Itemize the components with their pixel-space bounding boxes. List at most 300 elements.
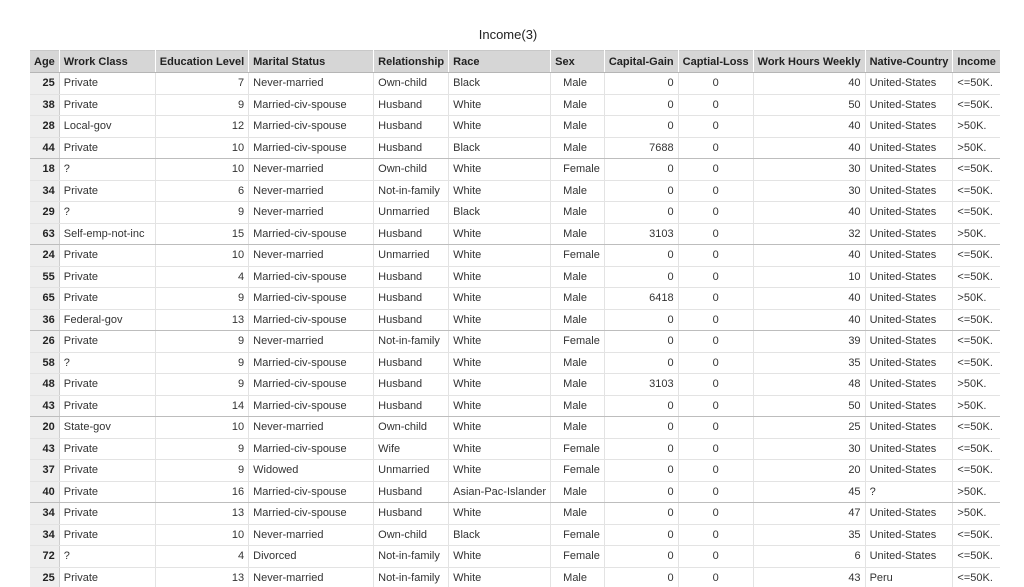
cell-sex[interactable]: Male	[551, 288, 605, 310]
cell-income[interactable]: <=50K.	[953, 331, 1000, 353]
cell-age[interactable]: 26	[30, 331, 59, 353]
cell-education-level[interactable]: 9	[155, 331, 248, 353]
cell-capital-loss[interactable]: 0	[678, 288, 753, 310]
cell-marital-status[interactable]: Married-civ-spouse	[249, 395, 374, 417]
cell-marital-status[interactable]: Never-married	[249, 331, 374, 353]
cell-sex[interactable]: Male	[551, 202, 605, 224]
cell-relationship[interactable]: Not-in-family	[374, 331, 449, 353]
cell-relationship[interactable]: Not-in-family	[374, 546, 449, 568]
cell-income[interactable]: <=50K.	[953, 417, 1000, 439]
cell-work-class[interactable]: Private	[59, 245, 155, 267]
cell-capital-gain[interactable]: 0	[604, 266, 678, 288]
cell-marital-status[interactable]: Married-civ-spouse	[249, 438, 374, 460]
cell-race[interactable]: Asian-Pac-Islander	[449, 481, 551, 503]
cell-work-hours[interactable]: 30	[753, 438, 865, 460]
cell-education-level[interactable]: 9	[155, 374, 248, 396]
cell-work-class[interactable]: Private	[59, 460, 155, 482]
cell-race[interactable]: White	[449, 245, 551, 267]
cell-education-level[interactable]: 9	[155, 438, 248, 460]
cell-sex[interactable]: Male	[551, 73, 605, 95]
cell-capital-loss[interactable]: 0	[678, 159, 753, 181]
cell-education-level[interactable]: 10	[155, 417, 248, 439]
cell-capital-loss[interactable]: 0	[678, 438, 753, 460]
cell-income[interactable]: >50K.	[953, 481, 1000, 503]
table-row[interactable]	[30, 180, 1000, 202]
cell-capital-gain[interactable]: 0	[604, 309, 678, 331]
cell-sex[interactable]: Female	[551, 546, 605, 568]
cell-sex[interactable]: Male	[551, 481, 605, 503]
cell-age[interactable]: 20	[30, 417, 59, 439]
cell-race[interactable]: White	[449, 374, 551, 396]
cell-capital-loss[interactable]: 0	[678, 567, 753, 587]
cell-relationship[interactable]: Husband	[374, 374, 449, 396]
table-row[interactable]	[30, 159, 1000, 181]
cell-capital-gain[interactable]: 0	[604, 352, 678, 374]
cell-capital-gain[interactable]: 0	[604, 202, 678, 224]
cell-relationship[interactable]: Unmarried	[374, 202, 449, 224]
cell-race[interactable]: White	[449, 223, 551, 245]
cell-capital-gain[interactable]: 3103	[604, 223, 678, 245]
cell-native-country[interactable]: United-States	[865, 524, 953, 546]
cell-marital-status[interactable]: Married-civ-spouse	[249, 223, 374, 245]
cell-marital-status[interactable]: Never-married	[249, 73, 374, 95]
cell-capital-gain[interactable]: 0	[604, 524, 678, 546]
cell-capital-gain[interactable]: 6418	[604, 288, 678, 310]
column-header-education-level[interactable]: Education Level	[155, 51, 248, 73]
cell-sex[interactable]: Male	[551, 352, 605, 374]
cell-education-level[interactable]: 15	[155, 223, 248, 245]
cell-income[interactable]: >50K.	[953, 374, 1000, 396]
cell-work-class[interactable]: Private	[59, 288, 155, 310]
cell-capital-loss[interactable]: 0	[678, 180, 753, 202]
cell-education-level[interactable]: 4	[155, 266, 248, 288]
cell-sex[interactable]: Male	[551, 116, 605, 138]
cell-age[interactable]: 37	[30, 460, 59, 482]
cell-capital-loss[interactable]: 0	[678, 546, 753, 568]
cell-work-hours[interactable]: 48	[753, 374, 865, 396]
cell-marital-status[interactable]: Never-married	[249, 567, 374, 587]
cell-relationship[interactable]: Husband	[374, 223, 449, 245]
cell-race[interactable]: Black	[449, 524, 551, 546]
cell-work-hours[interactable]: 30	[753, 159, 865, 181]
cell-native-country[interactable]: United-States	[865, 309, 953, 331]
cell-work-class[interactable]: Private	[59, 438, 155, 460]
cell-race[interactable]: White	[449, 352, 551, 374]
cell-education-level[interactable]: 10	[155, 524, 248, 546]
cell-income[interactable]: <=50K.	[953, 524, 1000, 546]
cell-capital-loss[interactable]: 0	[678, 503, 753, 525]
cell-education-level[interactable]: 9	[155, 202, 248, 224]
cell-work-class[interactable]: Private	[59, 481, 155, 503]
cell-age[interactable]: 18	[30, 159, 59, 181]
cell-race[interactable]: Black	[449, 202, 551, 224]
cell-age[interactable]: 38	[30, 94, 59, 116]
table-row[interactable]	[30, 352, 1000, 374]
cell-relationship[interactable]: Husband	[374, 352, 449, 374]
cell-education-level[interactable]: 10	[155, 245, 248, 267]
cell-age[interactable]: 63	[30, 223, 59, 245]
cell-capital-gain[interactable]: 0	[604, 503, 678, 525]
cell-marital-status[interactable]: Widowed	[249, 460, 374, 482]
cell-age[interactable]: 65	[30, 288, 59, 310]
cell-marital-status[interactable]: Never-married	[249, 202, 374, 224]
cell-income[interactable]: <=50K.	[953, 73, 1000, 95]
cell-work-hours[interactable]: 25	[753, 417, 865, 439]
cell-relationship[interactable]: Wife	[374, 438, 449, 460]
column-header-relationship[interactable]: Relationship	[374, 51, 449, 73]
cell-capital-loss[interactable]: 0	[678, 202, 753, 224]
cell-work-class[interactable]: Private	[59, 374, 155, 396]
cell-income[interactable]: >50K.	[953, 116, 1000, 138]
table-row[interactable]	[30, 73, 1000, 95]
cell-work-hours[interactable]: 43	[753, 567, 865, 587]
cell-work-hours[interactable]: 10	[753, 266, 865, 288]
cell-relationship[interactable]: Own-child	[374, 159, 449, 181]
cell-capital-loss[interactable]: 0	[678, 460, 753, 482]
cell-capital-loss[interactable]: 0	[678, 331, 753, 353]
cell-capital-gain[interactable]: 0	[604, 331, 678, 353]
cell-income[interactable]: <=50K.	[953, 438, 1000, 460]
cell-age[interactable]: 55	[30, 266, 59, 288]
cell-sex[interactable]: Male	[551, 223, 605, 245]
cell-marital-status[interactable]: Married-civ-spouse	[249, 352, 374, 374]
cell-work-hours[interactable]: 47	[753, 503, 865, 525]
cell-relationship[interactable]: Own-child	[374, 73, 449, 95]
cell-race[interactable]: White	[449, 288, 551, 310]
table-row[interactable]	[30, 288, 1000, 310]
table-row[interactable]	[30, 460, 1000, 482]
cell-income[interactable]: <=50K.	[953, 202, 1000, 224]
cell-work-class[interactable]: Private	[59, 331, 155, 353]
cell-work-class[interactable]: Private	[59, 180, 155, 202]
cell-native-country[interactable]: United-States	[865, 116, 953, 138]
cell-capital-gain[interactable]: 0	[604, 245, 678, 267]
cell-income[interactable]: >50K.	[953, 503, 1000, 525]
table-row[interactable]	[30, 331, 1000, 353]
cell-sex[interactable]: Male	[551, 417, 605, 439]
cell-native-country[interactable]: United-States	[865, 223, 953, 245]
cell-work-hours[interactable]: 50	[753, 94, 865, 116]
cell-income[interactable]: <=50K.	[953, 546, 1000, 568]
cell-race[interactable]: White	[449, 438, 551, 460]
cell-capital-loss[interactable]: 0	[678, 395, 753, 417]
table-row[interactable]	[30, 438, 1000, 460]
cell-work-hours[interactable]: 45	[753, 481, 865, 503]
cell-relationship[interactable]: Husband	[374, 481, 449, 503]
cell-work-hours[interactable]: 32	[753, 223, 865, 245]
cell-education-level[interactable]: 13	[155, 503, 248, 525]
cell-capital-loss[interactable]: 0	[678, 417, 753, 439]
cell-native-country[interactable]: United-States	[865, 352, 953, 374]
cell-race[interactable]: White	[449, 395, 551, 417]
cell-race[interactable]: White	[449, 94, 551, 116]
cell-age[interactable]: 28	[30, 116, 59, 138]
cell-capital-gain[interactable]: 0	[604, 94, 678, 116]
table-row[interactable]	[30, 245, 1000, 267]
cell-capital-gain[interactable]: 0	[604, 417, 678, 439]
table-row[interactable]	[30, 567, 1000, 587]
cell-capital-loss[interactable]: 0	[678, 73, 753, 95]
cell-native-country[interactable]: United-States	[865, 159, 953, 181]
cell-income[interactable]: >50K.	[953, 223, 1000, 245]
cell-race[interactable]: White	[449, 180, 551, 202]
cell-race[interactable]: White	[449, 331, 551, 353]
cell-work-hours[interactable]: 40	[753, 73, 865, 95]
table-row[interactable]	[30, 309, 1000, 331]
column-header-marital-status[interactable]: Marital Status	[249, 51, 374, 73]
table-row[interactable]	[30, 223, 1000, 245]
cell-work-class[interactable]: Private	[59, 567, 155, 587]
column-header-work-class[interactable]: Wrork Class	[59, 51, 155, 73]
cell-relationship[interactable]: Husband	[374, 137, 449, 159]
cell-work-hours[interactable]: 40	[753, 245, 865, 267]
table-row[interactable]	[30, 374, 1000, 396]
data-table[interactable]	[30, 50, 1000, 587]
cell-age[interactable]: 40	[30, 481, 59, 503]
cell-relationship[interactable]: Own-child	[374, 417, 449, 439]
cell-marital-status[interactable]: Married-civ-spouse	[249, 481, 374, 503]
cell-income[interactable]: <=50K.	[953, 266, 1000, 288]
table-row[interactable]	[30, 481, 1000, 503]
cell-education-level[interactable]: 13	[155, 567, 248, 587]
cell-capital-loss[interactable]: 0	[678, 352, 753, 374]
cell-capital-gain[interactable]: 0	[604, 481, 678, 503]
cell-native-country[interactable]: United-States	[865, 180, 953, 202]
cell-marital-status[interactable]: Never-married	[249, 159, 374, 181]
cell-capital-gain[interactable]: 0	[604, 567, 678, 587]
cell-capital-gain[interactable]: 0	[604, 546, 678, 568]
cell-income[interactable]: <=50K.	[953, 245, 1000, 267]
cell-work-hours[interactable]: 39	[753, 331, 865, 353]
cell-education-level[interactable]: 4	[155, 546, 248, 568]
cell-sex[interactable]: Female	[551, 524, 605, 546]
cell-work-hours[interactable]: 30	[753, 180, 865, 202]
cell-relationship[interactable]: Unmarried	[374, 245, 449, 267]
cell-income[interactable]: >50K.	[953, 137, 1000, 159]
table-row[interactable]	[30, 546, 1000, 568]
cell-work-hours[interactable]: 40	[753, 309, 865, 331]
table-row[interactable]	[30, 202, 1000, 224]
column-header-age[interactable]: Age	[30, 51, 59, 73]
cell-age[interactable]: 43	[30, 395, 59, 417]
cell-capital-loss[interactable]: 0	[678, 137, 753, 159]
table-row[interactable]	[30, 116, 1000, 138]
cell-work-class[interactable]: ?	[59, 159, 155, 181]
cell-work-hours[interactable]: 50	[753, 395, 865, 417]
cell-education-level[interactable]: 9	[155, 352, 248, 374]
column-header-income[interactable]: Income	[953, 51, 1000, 73]
cell-work-hours[interactable]: 6	[753, 546, 865, 568]
cell-capital-gain[interactable]: 0	[604, 395, 678, 417]
cell-race[interactable]: White	[449, 417, 551, 439]
cell-race[interactable]: White	[449, 546, 551, 568]
cell-capital-gain[interactable]: 0	[604, 180, 678, 202]
cell-age[interactable]: 34	[30, 180, 59, 202]
cell-work-class[interactable]: Private	[59, 73, 155, 95]
cell-work-class[interactable]: Private	[59, 137, 155, 159]
cell-marital-status[interactable]: Married-civ-spouse	[249, 288, 374, 310]
cell-native-country[interactable]: United-States	[865, 438, 953, 460]
cell-marital-status[interactable]: Never-married	[249, 524, 374, 546]
cell-age[interactable]: 58	[30, 352, 59, 374]
cell-education-level[interactable]: 6	[155, 180, 248, 202]
table-row[interactable]	[30, 137, 1000, 159]
cell-marital-status[interactable]: Never-married	[249, 180, 374, 202]
cell-capital-gain[interactable]: 0	[604, 116, 678, 138]
cell-capital-loss[interactable]: 0	[678, 374, 753, 396]
cell-age[interactable]: 34	[30, 503, 59, 525]
cell-sex[interactable]: Male	[551, 309, 605, 331]
cell-race[interactable]: White	[449, 567, 551, 587]
cell-race[interactable]: White	[449, 159, 551, 181]
cell-relationship[interactable]: Husband	[374, 395, 449, 417]
cell-age[interactable]: 34	[30, 524, 59, 546]
cell-income[interactable]: <=50K.	[953, 94, 1000, 116]
cell-sex[interactable]: Male	[551, 374, 605, 396]
cell-work-class[interactable]: Self-emp-not-inc	[59, 223, 155, 245]
cell-sex[interactable]: Male	[551, 503, 605, 525]
cell-capital-gain[interactable]: 0	[604, 438, 678, 460]
table-row[interactable]	[30, 503, 1000, 525]
column-header-native-country[interactable]: Native-Country	[865, 51, 953, 73]
cell-work-hours[interactable]: 40	[753, 288, 865, 310]
cell-relationship[interactable]: Husband	[374, 116, 449, 138]
cell-income[interactable]: <=50K.	[953, 567, 1000, 587]
cell-marital-status[interactable]: Married-civ-spouse	[249, 94, 374, 116]
cell-work-class[interactable]: Private	[59, 524, 155, 546]
cell-age[interactable]: 43	[30, 438, 59, 460]
cell-sex[interactable]: Male	[551, 180, 605, 202]
cell-age[interactable]: 44	[30, 137, 59, 159]
cell-age[interactable]: 48	[30, 374, 59, 396]
cell-work-hours[interactable]: 40	[753, 137, 865, 159]
cell-education-level[interactable]: 10	[155, 137, 248, 159]
cell-marital-status[interactable]: Never-married	[249, 417, 374, 439]
cell-work-class[interactable]: ?	[59, 352, 155, 374]
cell-capital-gain[interactable]: 0	[604, 159, 678, 181]
cell-income[interactable]: <=50K.	[953, 180, 1000, 202]
cell-race[interactable]: White	[449, 309, 551, 331]
cell-income[interactable]: >50K.	[953, 395, 1000, 417]
cell-native-country[interactable]: United-States	[865, 395, 953, 417]
cell-race[interactable]: Black	[449, 73, 551, 95]
cell-relationship[interactable]: Husband	[374, 266, 449, 288]
cell-capital-loss[interactable]: 0	[678, 223, 753, 245]
cell-capital-gain[interactable]: 0	[604, 73, 678, 95]
cell-education-level[interactable]: 7	[155, 73, 248, 95]
cell-marital-status[interactable]: Married-civ-spouse	[249, 309, 374, 331]
cell-education-level[interactable]: 14	[155, 395, 248, 417]
cell-capital-loss[interactable]: 0	[678, 245, 753, 267]
cell-marital-status[interactable]: Divorced	[249, 546, 374, 568]
cell-income[interactable]: <=50K.	[953, 352, 1000, 374]
cell-work-class[interactable]: State-gov	[59, 417, 155, 439]
cell-relationship[interactable]: Own-child	[374, 524, 449, 546]
cell-age[interactable]: 29	[30, 202, 59, 224]
cell-race[interactable]: White	[449, 460, 551, 482]
cell-native-country[interactable]: United-States	[865, 266, 953, 288]
table-row[interactable]	[30, 524, 1000, 546]
cell-work-hours[interactable]: 35	[753, 524, 865, 546]
cell-relationship[interactable]: Not-in-family	[374, 567, 449, 587]
cell-marital-status[interactable]: Married-civ-spouse	[249, 266, 374, 288]
cell-sex[interactable]: Male	[551, 137, 605, 159]
cell-work-class[interactable]: Private	[59, 395, 155, 417]
cell-native-country[interactable]: United-States	[865, 331, 953, 353]
cell-native-country[interactable]: United-States	[865, 417, 953, 439]
cell-sex[interactable]: Male	[551, 266, 605, 288]
cell-education-level[interactable]: 9	[155, 94, 248, 116]
cell-education-level[interactable]: 16	[155, 481, 248, 503]
cell-race[interactable]: White	[449, 266, 551, 288]
cell-marital-status[interactable]: Married-civ-spouse	[249, 503, 374, 525]
cell-capital-loss[interactable]: 0	[678, 266, 753, 288]
cell-native-country[interactable]: United-States	[865, 137, 953, 159]
cell-capital-gain[interactable]: 7688	[604, 137, 678, 159]
cell-work-hours[interactable]: 20	[753, 460, 865, 482]
cell-native-country[interactable]: ?	[865, 481, 953, 503]
cell-work-class[interactable]: ?	[59, 546, 155, 568]
cell-capital-gain[interactable]: 0	[604, 460, 678, 482]
column-header-sex[interactable]: Sex	[551, 51, 605, 73]
cell-native-country[interactable]: United-States	[865, 245, 953, 267]
cell-sex[interactable]: Male	[551, 395, 605, 417]
cell-sex[interactable]: Female	[551, 159, 605, 181]
column-header-race[interactable]: Race	[449, 51, 551, 73]
cell-age[interactable]: 25	[30, 567, 59, 587]
cell-work-hours[interactable]: 35	[753, 352, 865, 374]
cell-relationship[interactable]: Husband	[374, 94, 449, 116]
cell-native-country[interactable]: United-States	[865, 288, 953, 310]
cell-age[interactable]: 25	[30, 73, 59, 95]
cell-income[interactable]: <=50K.	[953, 309, 1000, 331]
cell-income[interactable]: <=50K.	[953, 460, 1000, 482]
cell-education-level[interactable]: 10	[155, 159, 248, 181]
cell-sex[interactable]: Male	[551, 567, 605, 587]
column-header-capital-gain[interactable]: Capital-Gain	[604, 51, 678, 73]
cell-native-country[interactable]: United-States	[865, 73, 953, 95]
cell-education-level[interactable]: 9	[155, 288, 248, 310]
cell-work-class[interactable]: Private	[59, 503, 155, 525]
cell-native-country[interactable]: United-States	[865, 546, 953, 568]
cell-capital-loss[interactable]: 0	[678, 481, 753, 503]
cell-education-level[interactable]: 9	[155, 460, 248, 482]
table-row[interactable]	[30, 417, 1000, 439]
cell-sex[interactable]: Female	[551, 331, 605, 353]
cell-work-class[interactable]: Federal-gov	[59, 309, 155, 331]
cell-native-country[interactable]: United-States	[865, 374, 953, 396]
cell-relationship[interactable]: Husband	[374, 288, 449, 310]
column-header-work-hours[interactable]: Work Hours Weekly	[753, 51, 865, 73]
cell-work-hours[interactable]: 40	[753, 202, 865, 224]
cell-native-country[interactable]: Peru	[865, 567, 953, 587]
cell-income[interactable]: >50K.	[953, 288, 1000, 310]
cell-race[interactable]: White	[449, 116, 551, 138]
table-row[interactable]	[30, 94, 1000, 116]
cell-relationship[interactable]: Unmarried	[374, 460, 449, 482]
cell-age[interactable]: 36	[30, 309, 59, 331]
cell-capital-loss[interactable]: 0	[678, 524, 753, 546]
cell-relationship[interactable]: Husband	[374, 503, 449, 525]
cell-work-class[interactable]: Private	[59, 266, 155, 288]
cell-income[interactable]: <=50K.	[953, 159, 1000, 181]
cell-sex[interactable]: Male	[551, 94, 605, 116]
cell-marital-status[interactable]: Never-married	[249, 245, 374, 267]
cell-sex[interactable]: Female	[551, 438, 605, 460]
cell-age[interactable]: 24	[30, 245, 59, 267]
cell-age[interactable]: 72	[30, 546, 59, 568]
table-row[interactable]	[30, 395, 1000, 417]
